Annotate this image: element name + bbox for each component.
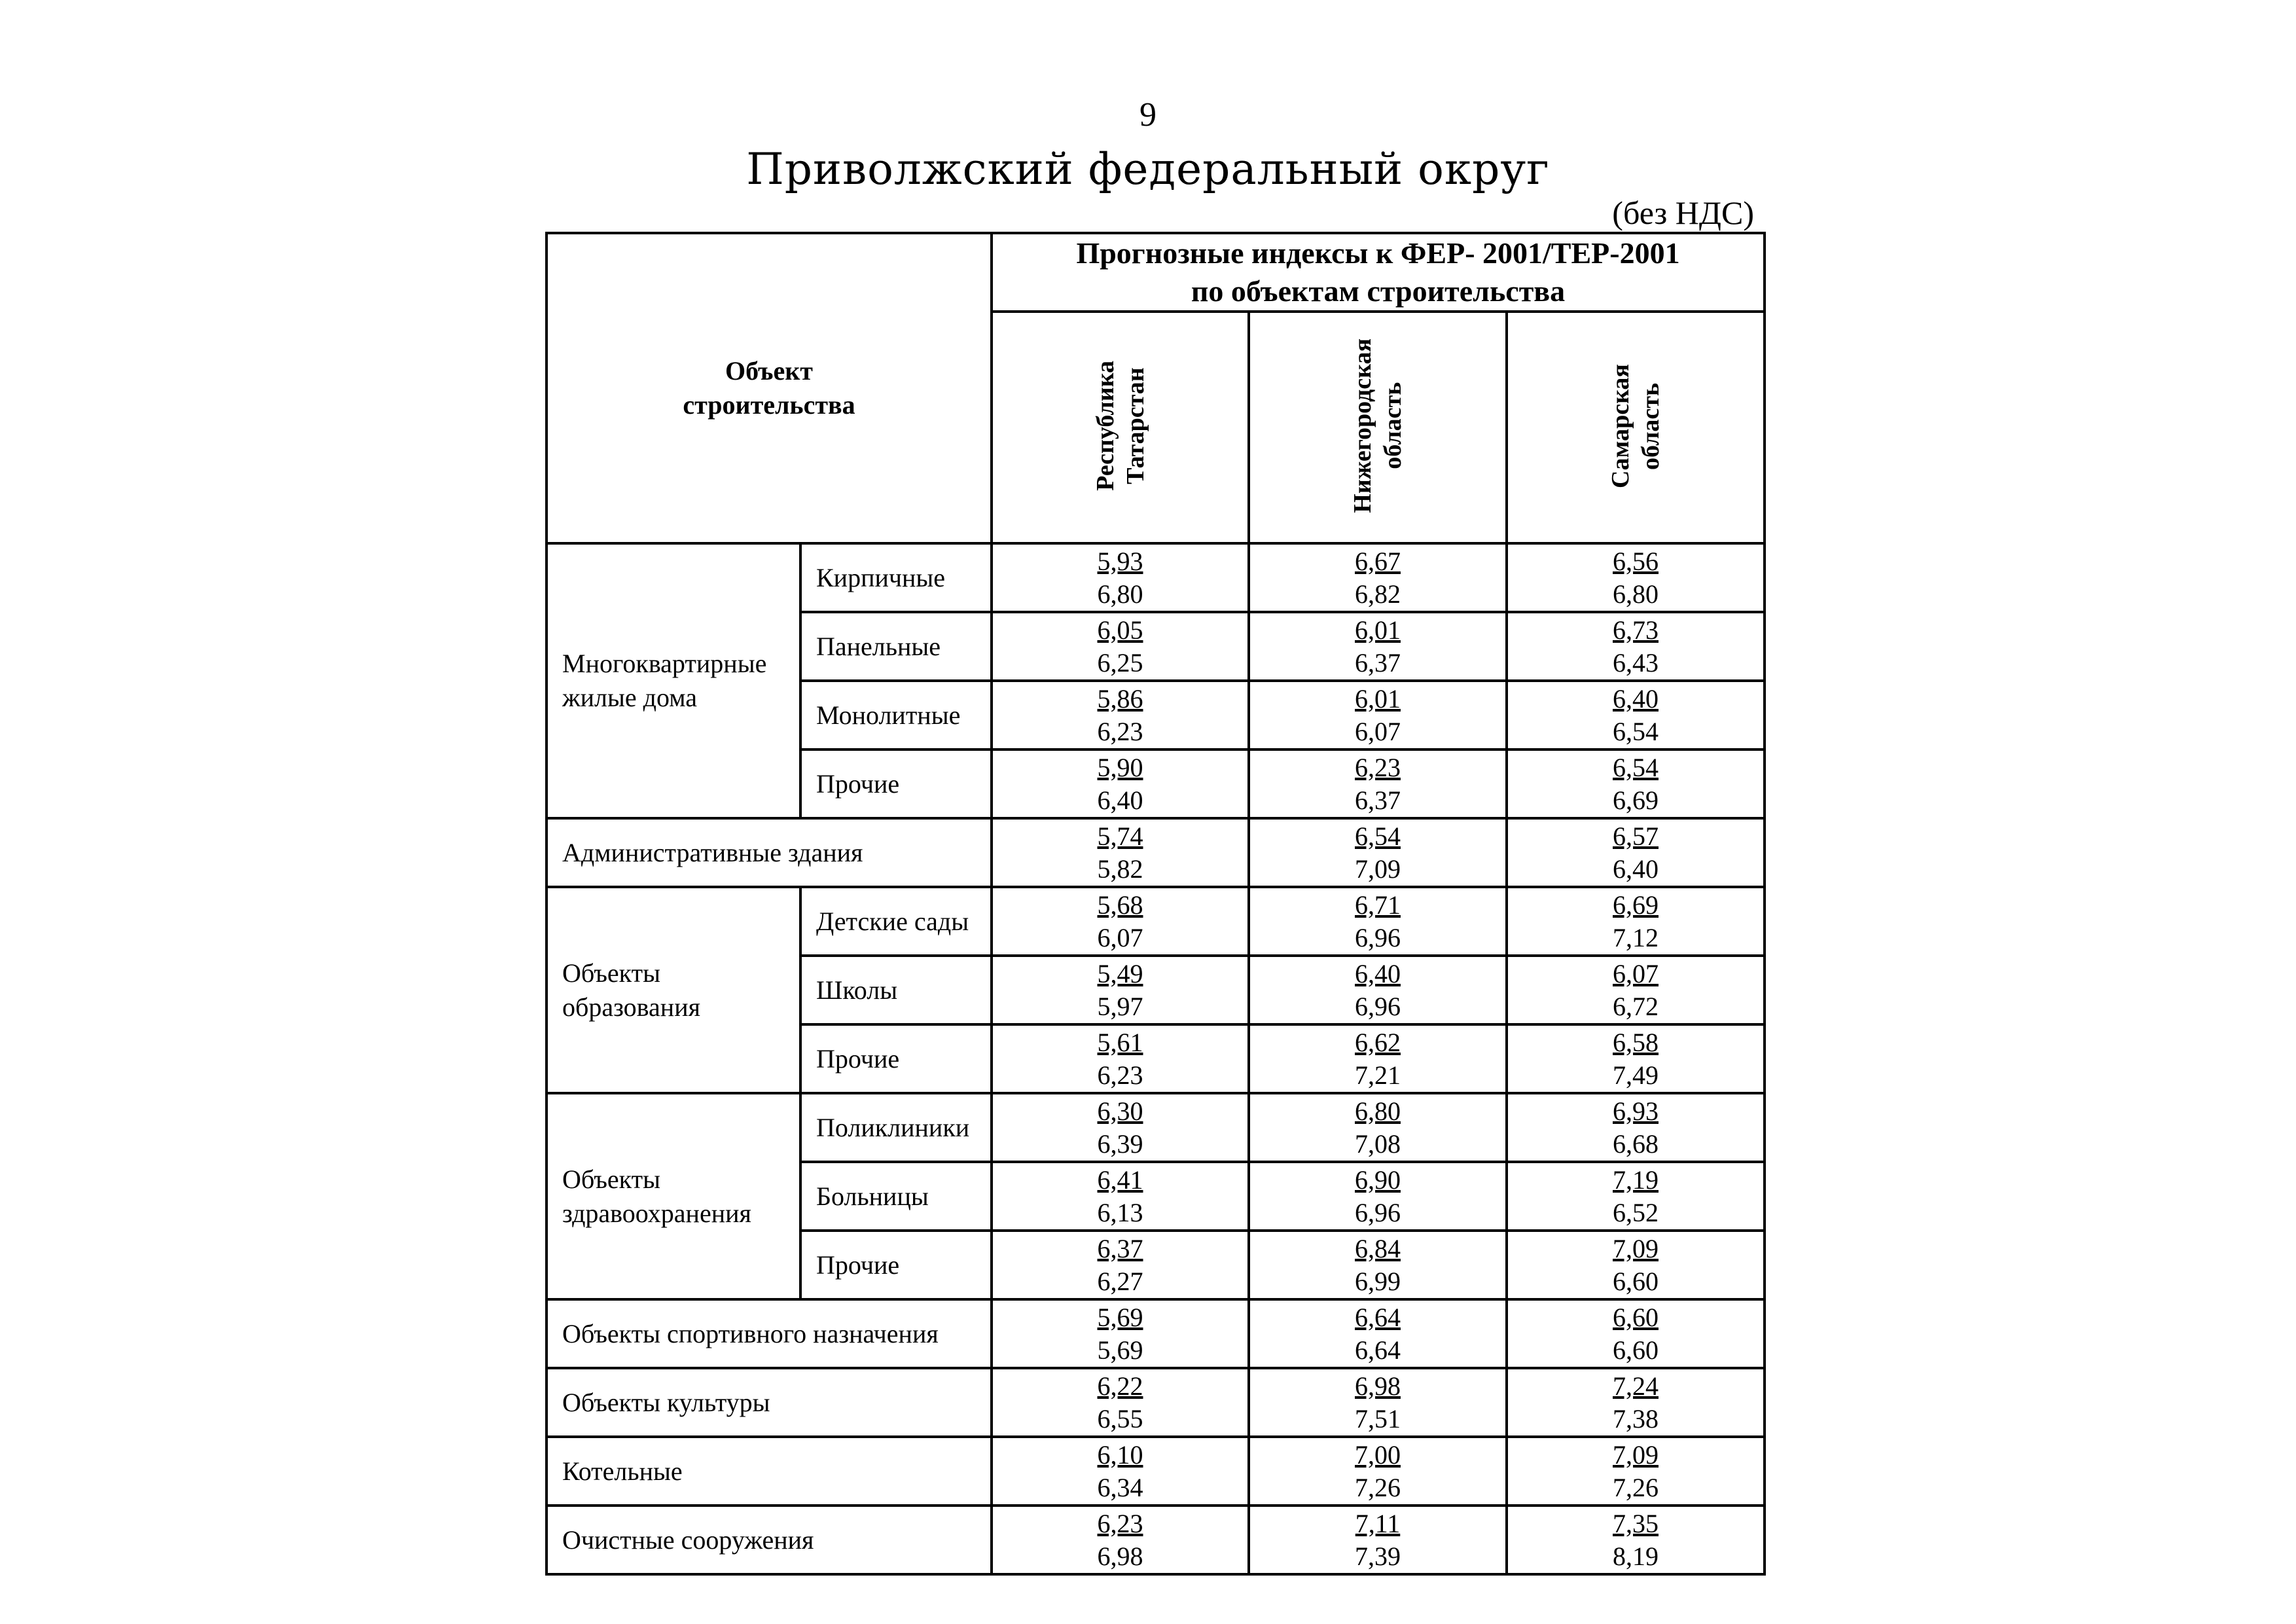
index-value-lower: 6,96 — [1355, 922, 1401, 952]
index-value-lower: 6,69 — [1613, 785, 1659, 815]
index-value-cell — [1507, 1506, 1765, 1574]
index-value-cell — [1507, 956, 1765, 1024]
index-value-lower: 7,09 — [1355, 854, 1401, 884]
index-value-upper: 7,11 — [1355, 1508, 1401, 1538]
index-value-upper: 6,73 — [1613, 615, 1659, 645]
category-label-cell — [547, 543, 800, 818]
index-value-upper: 6,23 — [1097, 1508, 1143, 1538]
category-label-cell: Котельные — [547, 1437, 992, 1506]
index-value-upper: 7,09 — [1613, 1439, 1659, 1470]
index-value-upper: 6,07 — [1613, 958, 1659, 988]
table-row — [547, 818, 1765, 887]
vat-note: (без НДС) — [1612, 194, 1754, 231]
index-value-cell — [992, 1231, 1249, 1299]
index-value-lower: 6,96 — [1355, 1197, 1401, 1227]
index-value-lower: 6,60 — [1613, 1266, 1659, 1296]
object-header-line1: Объект — [725, 356, 813, 386]
subcategory-label-cell: Поликлиники — [800, 1093, 992, 1162]
index-value-upper: 5,69 — [1097, 1302, 1143, 1332]
subcategory-label-cell: Панельные — [800, 612, 992, 681]
region-label — [1090, 361, 1151, 491]
category-label-cell: Очистные сооружения — [547, 1506, 992, 1574]
region-label-line1: Самарская — [1607, 363, 1635, 488]
index-value-cell — [1249, 1231, 1507, 1299]
index-value-upper: 5,49 — [1097, 958, 1143, 988]
index-value-lower: 6,72 — [1613, 991, 1659, 1021]
index-value-cell — [1507, 1024, 1765, 1093]
index-value-lower: 6,40 — [1613, 854, 1659, 884]
index-value-lower: 6,27 — [1097, 1266, 1143, 1296]
index-value-upper: 5,68 — [1097, 890, 1143, 920]
index-value-lower: 6,13 — [1097, 1197, 1143, 1227]
subcategory-label-cell: Больницы — [800, 1162, 992, 1231]
page-number: 9 — [1139, 96, 1157, 134]
index-value-lower: 6,52 — [1613, 1197, 1659, 1227]
index-value-upper: 6,41 — [1097, 1164, 1143, 1195]
index-value-upper: 6,90 — [1355, 1164, 1401, 1195]
category-label-line1: Объекты — [562, 958, 660, 988]
category-label-line2: здравоохранения — [562, 1198, 751, 1228]
index-value-cell — [1249, 1299, 1507, 1368]
index-value-cell — [1249, 1506, 1507, 1574]
index-value-lower: 6,68 — [1613, 1128, 1659, 1159]
index-value-upper: 5,61 — [1097, 1027, 1143, 1057]
index-value-lower: 5,82 — [1097, 854, 1143, 884]
subcategory-label-cell: Прочие — [800, 749, 992, 818]
index-value-upper: 5,86 — [1097, 683, 1143, 713]
index-value-cell — [1507, 1437, 1765, 1506]
index-value-lower: 7,26 — [1613, 1472, 1659, 1502]
index-value-upper: 6,62 — [1355, 1027, 1401, 1057]
index-value-upper: 6,23 — [1355, 752, 1401, 782]
forecast-header — [992, 233, 1765, 312]
index-value-lower: 6,40 — [1097, 785, 1143, 815]
index-value-upper: 6,71 — [1355, 890, 1401, 920]
index-value-cell — [992, 1162, 1249, 1231]
index-value-lower: 6,60 — [1613, 1335, 1659, 1365]
category-label-line2: жилые дома — [562, 683, 698, 712]
index-value-cell — [992, 612, 1249, 681]
forecast-header-line2: по объектам строительства — [1191, 274, 1566, 308]
index-value-lower: 7,21 — [1355, 1060, 1401, 1090]
index-value-upper: 6,84 — [1355, 1233, 1401, 1263]
index-value-cell — [1507, 1368, 1765, 1437]
index-value-lower: 6,80 — [1097, 579, 1143, 609]
index-value-cell — [992, 1506, 1249, 1574]
subcategory-label-cell: Школы — [800, 956, 992, 1024]
object-header — [547, 233, 992, 543]
index-value-cell — [1507, 749, 1765, 818]
index-value-upper: 6,80 — [1355, 1096, 1401, 1126]
index-value-upper: 6,22 — [1097, 1371, 1143, 1401]
price-index-table — [545, 232, 1766, 1576]
index-value-lower: 6,98 — [1097, 1541, 1143, 1571]
subcategory-label-cell: Детские сады — [800, 887, 992, 956]
index-value-upper: 6,37 — [1097, 1233, 1143, 1263]
index-value-lower: 6,64 — [1355, 1335, 1401, 1365]
index-value-cell — [1507, 818, 1765, 887]
index-value-cell — [1507, 1231, 1765, 1299]
index-value-upper: 6,67 — [1355, 546, 1401, 576]
region-label-line2: Татарстан — [1121, 367, 1149, 484]
region-label-line1: Нижегородская — [1349, 338, 1376, 513]
index-value-upper: 6,56 — [1613, 546, 1659, 576]
index-value-cell — [1249, 1093, 1507, 1162]
index-value-cell — [1249, 1024, 1507, 1093]
index-value-upper: 6,57 — [1613, 821, 1659, 851]
region-label — [1605, 364, 1666, 488]
index-value-upper: 7,19 — [1613, 1164, 1659, 1195]
table-row — [547, 1506, 1765, 1574]
index-value-lower: 6,54 — [1613, 716, 1659, 746]
table-row — [547, 1093, 1765, 1162]
index-value-cell — [1249, 818, 1507, 887]
table-row — [547, 887, 1765, 956]
index-value-cell — [1249, 543, 1507, 612]
index-value-cell — [1507, 887, 1765, 956]
index-value-lower: 6,80 — [1613, 579, 1659, 609]
index-value-cell — [1507, 1299, 1765, 1368]
index-value-upper: 6,40 — [1613, 683, 1659, 713]
index-value-cell — [992, 1024, 1249, 1093]
index-value-cell — [1507, 1093, 1765, 1162]
index-value-upper: 7,35 — [1613, 1508, 1659, 1538]
table-row — [547, 543, 1765, 612]
index-value-lower: 5,97 — [1097, 991, 1143, 1021]
index-value-lower: 6,96 — [1355, 991, 1401, 1021]
index-value-cell — [1507, 1162, 1765, 1231]
index-value-cell — [992, 887, 1249, 956]
index-value-lower: 6,82 — [1355, 579, 1401, 609]
index-value-lower: 6,07 — [1355, 716, 1401, 746]
subcategory-label-cell: Прочие — [800, 1231, 992, 1299]
index-value-upper: 6,01 — [1355, 615, 1401, 645]
region-header-tatarstan — [992, 312, 1249, 543]
index-value-cell — [1507, 543, 1765, 612]
forecast-header-line1: Прогнозные индексы к ФЕР- 2001/ТЕР-2001 — [1076, 236, 1680, 270]
index-value-cell — [1249, 887, 1507, 956]
category-label-cell: Объекты культуры — [547, 1368, 992, 1437]
category-label-cell: Объекты спортивного назначения — [547, 1299, 992, 1368]
index-value-lower: 6,23 — [1097, 716, 1143, 746]
index-value-upper: 6,05 — [1097, 615, 1143, 645]
index-value-upper: 6,58 — [1613, 1027, 1659, 1057]
index-value-cell — [1249, 749, 1507, 818]
index-value-lower: 6,43 — [1613, 647, 1659, 677]
index-value-cell — [1507, 612, 1765, 681]
index-value-lower: 7,26 — [1355, 1472, 1401, 1502]
index-value-lower: 7,49 — [1613, 1060, 1659, 1090]
index-value-upper: 6,54 — [1613, 752, 1659, 782]
index-value-cell — [1249, 1162, 1507, 1231]
index-value-lower: 7,51 — [1355, 1403, 1401, 1434]
index-value-lower: 5,69 — [1097, 1335, 1143, 1365]
index-value-upper: 6,93 — [1613, 1096, 1659, 1126]
index-value-lower: 7,39 — [1355, 1541, 1401, 1571]
region-header-samara — [1507, 312, 1765, 543]
index-value-cell — [992, 1437, 1249, 1506]
index-value-lower: 6,99 — [1355, 1266, 1401, 1296]
table-row — [547, 1437, 1765, 1506]
region-label-line2: область — [1379, 382, 1407, 469]
index-value-lower: 6,34 — [1097, 1472, 1143, 1502]
index-value-cell — [1507, 681, 1765, 749]
index-value-lower: 6,39 — [1097, 1128, 1143, 1159]
index-value-upper: 5,93 — [1097, 546, 1143, 576]
index-value-upper: 6,98 — [1355, 1371, 1401, 1401]
index-value-lower: 7,08 — [1355, 1128, 1401, 1159]
index-value-lower: 7,38 — [1613, 1403, 1659, 1434]
index-value-upper: 7,09 — [1613, 1233, 1659, 1263]
index-value-cell — [1249, 956, 1507, 1024]
index-value-lower: 6,55 — [1097, 1403, 1143, 1434]
index-value-cell — [992, 956, 1249, 1024]
index-value-upper: 6,30 — [1097, 1096, 1143, 1126]
index-value-upper: 6,40 — [1355, 958, 1401, 988]
category-label-line1: Многоквартирные — [562, 649, 767, 678]
index-value-upper: 6,64 — [1355, 1302, 1401, 1332]
index-value-cell — [992, 818, 1249, 887]
category-label-line2: образования — [562, 992, 700, 1022]
region-label-line2: область — [1637, 382, 1665, 469]
page-title: Приволжский федеральный округ — [746, 144, 1550, 194]
index-value-lower: 6,25 — [1097, 647, 1143, 677]
index-value-upper: 6,54 — [1355, 821, 1401, 851]
category-label-cell: Административные здания — [547, 818, 992, 887]
index-value-lower: 7,12 — [1613, 922, 1659, 952]
subcategory-label-cell: Прочие — [800, 1024, 992, 1093]
index-value-upper: 7,00 — [1355, 1439, 1401, 1470]
region-header-nizhny-novgorod — [1249, 312, 1507, 543]
index-value-cell — [992, 543, 1249, 612]
index-value-upper: 6,01 — [1355, 683, 1401, 713]
category-label-cell — [547, 887, 800, 1093]
index-value-cell — [1249, 1437, 1507, 1506]
table-row — [547, 1299, 1765, 1368]
subcategory-label-cell: Монолитные — [800, 681, 992, 749]
index-value-cell — [992, 681, 1249, 749]
index-value-lower: 6,37 — [1355, 647, 1401, 677]
index-value-lower: 6,07 — [1097, 922, 1143, 952]
index-value-cell — [992, 1368, 1249, 1437]
index-value-upper: 5,74 — [1097, 821, 1143, 851]
index-value-cell — [1249, 1368, 1507, 1437]
index-value-cell — [992, 749, 1249, 818]
region-label — [1348, 338, 1408, 513]
category-label-line1: Объекты — [562, 1164, 660, 1194]
category-label-cell — [547, 1093, 800, 1299]
subcategory-label-cell: Кирпичные — [800, 543, 992, 612]
region-label-line1: Республика — [1091, 361, 1119, 491]
object-header-line2: строительства — [683, 390, 855, 420]
index-value-cell — [992, 1299, 1249, 1368]
index-value-upper: 7,24 — [1613, 1371, 1659, 1401]
index-value-cell — [1249, 612, 1507, 681]
header-row-1 — [547, 233, 1765, 312]
index-value-upper: 5,90 — [1097, 752, 1143, 782]
index-value-lower: 6,23 — [1097, 1060, 1143, 1090]
index-value-lower: 8,19 — [1613, 1541, 1659, 1571]
index-value-upper: 6,10 — [1097, 1439, 1143, 1470]
index-value-cell — [992, 1093, 1249, 1162]
table-row — [547, 1368, 1765, 1437]
index-value-upper: 6,60 — [1613, 1302, 1659, 1332]
index-value-cell — [1249, 681, 1507, 749]
index-value-lower: 6,37 — [1355, 785, 1401, 815]
index-value-upper: 6,69 — [1613, 890, 1659, 920]
